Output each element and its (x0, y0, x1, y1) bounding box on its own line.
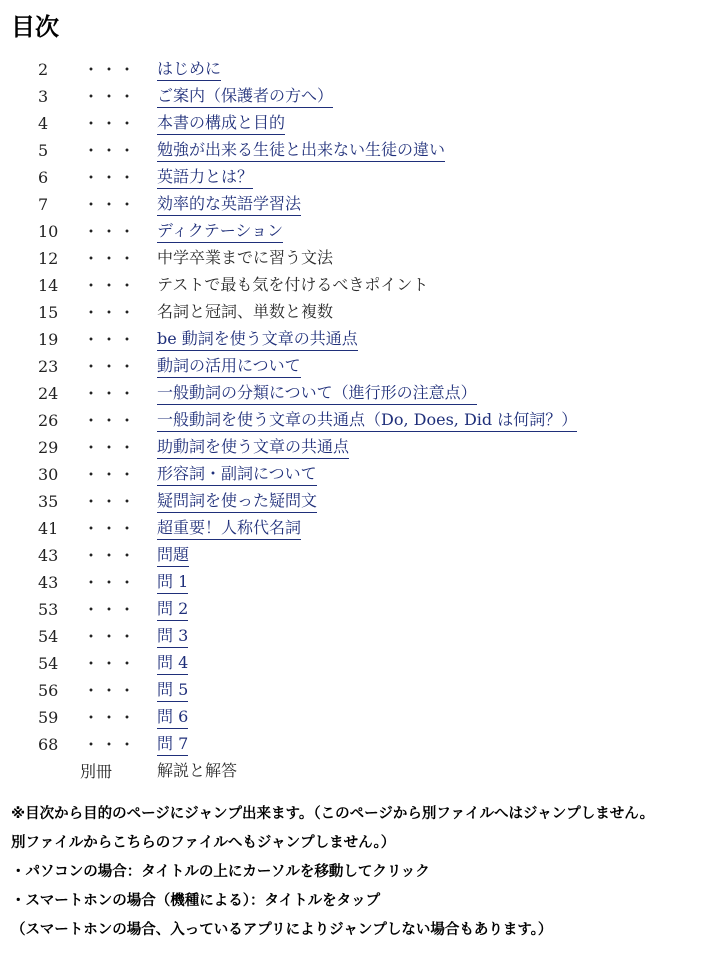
toc-leader-dots: ・・・ (83, 168, 138, 187)
toc-leader-dots: ・・・ (83, 384, 138, 403)
toc-leader-dots: ・・・ (83, 438, 138, 457)
toc-row (0, 137, 708, 164)
toc-leader-dots: ・・・ (83, 465, 138, 484)
toc-page-number: 68 (38, 735, 59, 754)
toc-leader-dots: ・・・ (83, 492, 138, 511)
toc-page-number: 3 (38, 87, 49, 106)
toc-row (0, 218, 708, 245)
toc-row (0, 245, 708, 272)
toc-leader-dots: ・・・ (83, 681, 138, 700)
toc-row (0, 326, 708, 353)
toc-entry-link[interactable]: はじめに (157, 56, 221, 81)
toc-entry-link[interactable]: ご案内（保護者の方へ） (157, 83, 333, 108)
toc-leader-dots: ・・・ (83, 411, 138, 430)
toc-entry-link[interactable]: 形容詞・副詞について (157, 461, 317, 486)
toc-row (0, 191, 708, 218)
toc-leader-dots: ・・・ (83, 600, 138, 619)
toc-row (0, 407, 708, 434)
toc-entry-link[interactable]: 本書の構成と目的 (157, 110, 285, 135)
toc-page-number: 43 (38, 546, 59, 565)
toc-entry-link[interactable]: 効率的な英語学習法 (157, 191, 301, 216)
toc-page-number: 12 (38, 249, 59, 268)
toc-page-number: 7 (38, 195, 49, 214)
toc-page-number: 23 (38, 357, 59, 376)
toc-page-number: 43 (38, 573, 59, 592)
toc-entry-link[interactable]: 超重要！人称代名詞 (157, 515, 301, 540)
toc-leader-dots: ・・・ (83, 735, 138, 754)
toc-entry-link[interactable]: 疑問詞を使った疑問文 (157, 488, 317, 513)
toc-leader-dots: ・・・ (83, 357, 138, 376)
toc-entry-link[interactable]: 問 4 (157, 650, 188, 675)
toc-leader-dots: ・・・ (83, 60, 138, 79)
note-line: 別ファイルからこちらのファイルへもジャンプしません。） (11, 835, 396, 851)
toc-entry-link[interactable]: 問 7 (157, 731, 188, 756)
toc-page-number: 4 (38, 114, 49, 133)
toc-row (0, 596, 708, 623)
toc-page-number: 24 (38, 384, 59, 403)
toc-row (0, 353, 708, 380)
toc-row (0, 299, 708, 326)
toc-page-number: 19 (38, 330, 59, 349)
toc-leader-dots: ・・・ (83, 627, 138, 646)
toc-row (0, 623, 708, 650)
toc-leader-dots: ・・・ (83, 114, 138, 133)
toc-row (0, 434, 708, 461)
toc-appendix-row (0, 758, 708, 785)
note-line: ・スマートホンの場合（機種による）：タイトルをタップ (11, 893, 381, 909)
toc-leader-dots: ・・・ (83, 708, 138, 727)
toc-page-number: 15 (38, 303, 59, 322)
toc-row (0, 542, 708, 569)
toc-entry-link[interactable]: 助動詞を使う文章の共通点 (157, 434, 349, 459)
note-line: （スマートホンの場合、入っているアプリによりジャンプしない場合もあります。） (11, 922, 553, 938)
toc-leader-dots: ・・・ (83, 330, 138, 349)
toc-page-number: 59 (38, 708, 59, 727)
toc-page-number: 53 (38, 600, 59, 619)
toc-page-number: 54 (38, 627, 59, 646)
toc-row (0, 515, 708, 542)
usage-notes (11, 800, 708, 945)
toc-leader-dots: ・・・ (83, 303, 138, 322)
toc-entry-link[interactable]: 問 1 (157, 569, 188, 594)
toc-entry-link[interactable]: 問題 (157, 542, 189, 567)
toc-entry-link[interactable]: 動詞の活用について (157, 353, 301, 378)
toc-entry-link[interactable]: 一般動詞を使う文章の共通点（Do, Does, Did は何詞？） (157, 407, 577, 432)
toc-leader-dots: ・・・ (83, 276, 138, 295)
toc-leader-dots: ・・・ (83, 195, 138, 214)
toc-page-number: 30 (38, 465, 59, 484)
toc-page-number: 54 (38, 654, 59, 673)
toc-leader-dots: ・・・ (83, 87, 138, 106)
toc-entry-link[interactable]: 問 5 (157, 677, 188, 702)
toc-page-number: 5 (38, 141, 49, 160)
toc-leader-dots: ・・・ (83, 546, 138, 565)
toc-page-number: 2 (38, 60, 49, 79)
appendix-label: 別冊 (80, 762, 113, 781)
toc-row (0, 83, 708, 110)
toc-leader-dots: ・・・ (83, 249, 138, 268)
toc-leader-dots: ・・・ (83, 573, 138, 592)
toc-page-number: 35 (38, 492, 59, 511)
toc-entry-text: 名詞と冠詞、単数と複数 (157, 302, 334, 321)
toc-entry-link[interactable]: be 動詞を使う文章の共通点 (157, 326, 358, 351)
toc-leader-dots: ・・・ (83, 141, 138, 160)
toc-entry-link[interactable]: 勉強が出来る生徒と出来ない生徒の違い (157, 137, 445, 162)
toc-row (0, 110, 708, 137)
toc-row (0, 461, 708, 488)
toc-row (0, 272, 708, 299)
note-line: ※目次から目的のページにジャンプ出来ます。（このページから別ファイルへはジャンプしません。 (11, 806, 655, 822)
toc-page-number: 10 (38, 222, 59, 241)
toc-leader-dots: ・・・ (83, 654, 138, 673)
toc-entry-text: テストで最も気を付けるべきポイント (157, 275, 429, 294)
toc-page-number: 14 (38, 276, 59, 295)
toc-entry-text: 中学卒業までに習う文法 (157, 248, 334, 267)
toc-page-number: 26 (38, 411, 59, 430)
toc-page-number: 6 (38, 168, 49, 187)
toc-entry-link[interactable]: 一般動詞の分類について（進行形の注意点） (157, 380, 477, 405)
toc-row (0, 488, 708, 515)
toc-page-number: 56 (38, 681, 59, 700)
toc-leader-dots: ・・・ (83, 222, 138, 241)
toc-page-number: 29 (38, 438, 59, 457)
toc-row (0, 569, 708, 596)
toc-entry-link[interactable]: 問 6 (157, 704, 188, 729)
toc-entry-link[interactable]: 英語力とは？ (157, 164, 253, 189)
toc-row (0, 704, 708, 731)
toc-entry-link[interactable]: ディクテーション (157, 218, 283, 243)
appendix-entry: 解説と解答 (157, 761, 238, 780)
toc-row (0, 650, 708, 677)
toc-row (0, 164, 708, 191)
toc-row (0, 731, 708, 758)
page-title: 目次 (11, 13, 59, 41)
toc-leader-dots: ・・・ (83, 519, 138, 538)
toc-page-number: 41 (38, 519, 59, 538)
toc-row (0, 677, 708, 704)
toc-entry-link[interactable]: 問 3 (157, 623, 188, 648)
table-of-contents (0, 56, 708, 785)
note-line: ・パソコンの場合：タイトルの上にカーソルを移動してクリック (11, 864, 430, 880)
toc-row (0, 380, 708, 407)
toc-entry-link[interactable]: 問 2 (157, 596, 188, 621)
toc-row (0, 56, 708, 83)
